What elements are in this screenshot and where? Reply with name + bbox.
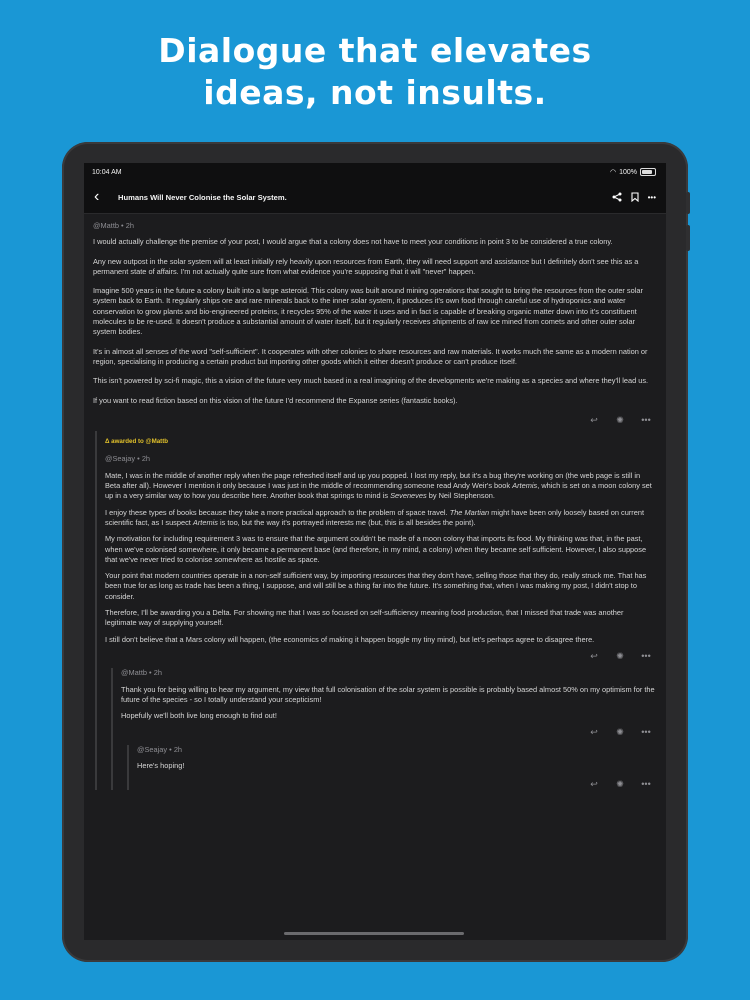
battery-icon — [640, 168, 656, 176]
comment-actions — [93, 415, 657, 425]
comment-paragraph: This isn't powered by sci-fi magic, this a vision of the future very much based in a real imagining of the developments we're making as a species and where they'll lead us. — [93, 376, 649, 386]
more-icon[interactable]: ••• — [641, 650, 651, 661]
more-icon[interactable]: ••• — [641, 727, 651, 738]
comment-paragraph: If you want to read fiction based on this vision of the future I'd recommend the Expanse series (fantastic books). — [93, 395, 458, 405]
comment-thread — [84, 221, 666, 790]
comment-paragraph: It's in almost all senses of the word "self-sufficient". It cooperates with other colonies to share resources and raw materials. It works much the same as a modern nation or region, specialising in producing a certain product but importing other goods which it either doesn't produce or can't produce itself. — [93, 346, 648, 366]
comment-paragraph: Imagine 500 years in the future a colony built into a large asteroid. This colony was built around mining operations that sought to bring the resources from the outer solar system back to Earth. It regularly ships ore and rare minerals back to the inner solar system, it produces it's own food through careful use of hydroponics and water conservation to grow plants and bio-engineered proteins, it recycles 95% of the water it uses and in fact is capable of breaking organic matter down into it's constituent molecules to be re-used. It doesn't produce a substantial amount of water itself, but it regularly receives shipments of raw ice mined from comets and other outer solar system bodies. — [93, 286, 643, 337]
comment-paragraph: Thank you for being willing to hear my argument, my view that full colonisation of the solar system is possible is probably based almost 50% on my optimism for the future of the species - so I totally understand your scepticism! — [121, 684, 655, 704]
comment-time: 2h — [125, 221, 134, 230]
comment-author[interactable]: @Mattb — [121, 668, 147, 678]
reply-icon[interactable]: ↩ — [590, 650, 598, 661]
comment-paragraph: I still don't believe that a Mars colony will happen, (the economics of making it happen boggle my tiny mind), but let's perhaps agree to disagree there. — [105, 634, 595, 644]
status-time: 10:04 AM — [92, 168, 122, 176]
comment-actions — [121, 727, 657, 737]
reply-comment: @Seajay • 2h Here's hoping! ↩ ✺ ••• — [127, 745, 657, 790]
wifi-icon: ◠ — [609, 169, 617, 176]
delta-icon[interactable]: ✺ — [616, 779, 624, 790]
headline-line-1: Dialogue that elevates — [158, 31, 592, 70]
bookmark-icon[interactable] — [631, 192, 639, 202]
volume-button — [686, 225, 690, 251]
delta-icon[interactable]: ✺ — [616, 650, 624, 661]
comment-paragraph: I enjoy these types of books because they take a more practical approach to the problem of space travel. The Martian might have been only loosely based on current scientific fact, as I suspect Artemis is too, but the way it's portrayed interests me (but, this is all besides the point). — [105, 507, 645, 527]
comment-paragraph: Here's hoping! — [137, 760, 185, 770]
headline — [0, 30, 750, 114]
reply-comment: Δ awarded to @Mattb @Seajay • 2h Mate, I was in the middle of another reply when the page refreshed itself and up you popped. I lost my reply, but it's a bug they're working on (the web page is still in Beta after all). However I mention it only because I was just in the middle of recommending someone read Andy Weir's book Artemis, which is set on a moon colony set up in a very similar way to how you describe here. Another book that springs to mind is Seveneves by Neil Stephenson. I enjoy these types of books because they take a more practical approach to the problem of space travel. The Martian might have been only loosely based on current scientific fact, as I suspect Artemis is too, but the way it's portrayed interests me (but, this is all besides the point). My motivation for including requirement 3 was to ensure that the argument couldn't be made of a moon colony that imports its food. My thinking was that, in the past, when we've colonised somewhere, it only became a permanent base (and therefore, in my mind, a colony) when they became self sufficient. However, I also suppose that we've never tried to colonise somewhere as hostile as space. Your point that modern countries operate in a non-self sufficient way, by importing resources that they don't have, selling those that they do, really struck me. That has been true for as long as trade has been a thing, I suppose, and will still be a thing far into the future. It's something that, when I was making my post, I didn't stop to consider. Therefore, I'll be awarding you a Delta. For showing me that I was so focused on self-sufficiency meaning food production, that I missed that trade was another legitimate way of supplying yourself. I still don't believe that a Mars colony will happen, (the economics of making it happen boggle my tiny mind), but let's perhaps agree to disagree there. ↩ ✺ ••• @Mattb • 2h Thank you for being willing to hear my argument, my view that full colonisation of the solar system is possible is probably based almost 50% on my optimism for the future of the species - so I totally understand your scepticism! Hopefully we'll both live long enough to find out! ↩ ✺ ••• @Seajay • 2h Here's hoping! ↩ ✺ ••• — [95, 431, 657, 789]
comment-time: 2h — [141, 454, 151, 464]
comment-paragraph: My motivation for including requirement 3 was to ensure that the argument couldn't be made of a moon colony that imports its food. My thinking was that, in the past, when we've colonised somewhere, it only became a permanent base (and therefore, in my mind, a colony) when they became self sufficient. However, I also suppose that we've never tried to colonise somewhere as hostile as space. — [105, 534, 647, 564]
comment: @Mattb • 2h I would actually challenge the premise of your post, I would argue that a colony does not have to meet your conditions in point 3 to be considered a true colony. Any new outpost in the solar system will at least initially rely heavily upon resources from Earth, they will need support and assistance but I definitely don't see this as a permanent state of affairs. I'm not actually quite sure from what evidence you're supposing that it will "never" happen. Imagine 500 years in the future a colony built into a large asteroid. This colony was built around mining operations that sought to bring the resources from the outer solar system back to Earth. It regularly ships ore and rare minerals back to the inner solar system, it produces it's own food through careful use of hydroponics and water conservation to grow plants and bio-engineered proteins, it recycles 95% of the water it uses and in fact is capable of breaking organic matter down into it's constituent molecules to be re-used. It doesn't produce a substantial amount of water itself, but it regularly receives shipments of raw ice mined from comets and other outer solar system bodies. It's in almost all senses of the word "self-sufficient". It cooperates with other colonies to share resources and raw materials. It works much the same as a modern nation or region, specialising in producing a certain product but importing other goods which it either doesn't produce or can't produce itself. This isn't powered by sci-fi magic, this a vision of the future very much based in a real imagining of the developments we're making as a species and where they'll lead us. If you want to read fiction based on this vision of the future I'd recommend the Expanse series (fantastic books). ↩ ✺ ••• — [93, 221, 657, 425]
navigation-bar — [84, 181, 666, 214]
comment-paragraph: Therefore, I'll be awarding you a Delta. For showing me that I was so focused on self-sufficiency meaning food production, that I missed that trade was another legitimate way of supplying yourself. — [105, 608, 624, 628]
reply-comment: @Mattb • 2h Thank you for being willing to hear my argument, my view that full colonisation of the solar system is possible is probably based almost 50% on my optimism for the future of the species - so I totally understand your scepticism! Hopefully we'll both live long enough to find out! ↩ ✺ ••• @Seajay • 2h Here's hoping! ↩ ✺ ••• — [111, 668, 657, 789]
comment-actions — [105, 651, 657, 661]
reply-icon[interactable]: ↩ — [590, 727, 598, 738]
comment-author[interactable]: @Seajay — [105, 454, 136, 464]
volume-button — [686, 192, 690, 214]
comment-paragraph: I would actually challenge the premise of your post, I would argue that a colony does not have to meet your conditions in point 3 to be considered a true colony. — [93, 237, 613, 247]
back-icon[interactable]: ‹ — [94, 188, 100, 205]
battery-percent: 100% — [619, 168, 637, 176]
more-icon[interactable]: ••• — [641, 779, 651, 790]
reply-icon[interactable]: ↩ — [590, 414, 598, 425]
more-icon[interactable]: ••• — [641, 414, 651, 425]
screen — [84, 163, 666, 940]
comment-paragraph: Any new outpost in the solar system will at least initially rely heavily upon resources from Earth, they will need support and assistance but I definitely don't see this as a permanent state of affairs. I'm not actually quite sure from what evidence you're supposing that it will "never" happen. — [93, 256, 639, 276]
delta-badge: Δ awarded to @Mattb — [105, 438, 169, 446]
comment-paragraph: Your point that modern countries operate in a non-self sufficient way, by importing resources that they don't have, selling those that they do, really struck me. That has been true for as long as trade has been a thing, I suppose, and will still be a thing far into the future. It's something that, when I was making my post, I didn't stop to consider. — [105, 571, 647, 601]
comment-author[interactable]: @Mattb — [93, 221, 119, 230]
reply-icon[interactable]: ↩ — [590, 779, 598, 790]
headline-line-2: ideas, not insults. — [203, 73, 547, 112]
comment-author[interactable]: @Seajay — [137, 744, 168, 754]
home-indicator[interactable] — [284, 932, 464, 935]
share-icon[interactable] — [612, 192, 622, 202]
more-icon[interactable]: ••• — [647, 192, 656, 202]
comment-time: 2h — [153, 668, 162, 678]
comment-paragraph: Hopefully we'll both live long enough to find out! — [121, 711, 277, 721]
comment-actions — [137, 779, 657, 789]
comment-paragraph: Mate, I was in the middle of another reply when the page refreshed itself and up you popped. I lost my reply, but it's a bug they're working on (the web page is still in Beta after all). However I mention it only because I was just in the middle of recommending someone read Andy Weir's book Artemis, which is set on a moon colony set up in a very similar way to how you describe here. Another book that springs to mind is Seveneves by Neil Stephenson. — [105, 470, 652, 501]
delta-icon[interactable]: ✺ — [616, 414, 624, 425]
status-bar — [84, 163, 666, 181]
post-title: Humans Will Never Colonise the Solar System. — [118, 192, 287, 202]
delta-icon[interactable]: ✺ — [616, 727, 624, 738]
comment-time: 2h — [173, 744, 183, 754]
